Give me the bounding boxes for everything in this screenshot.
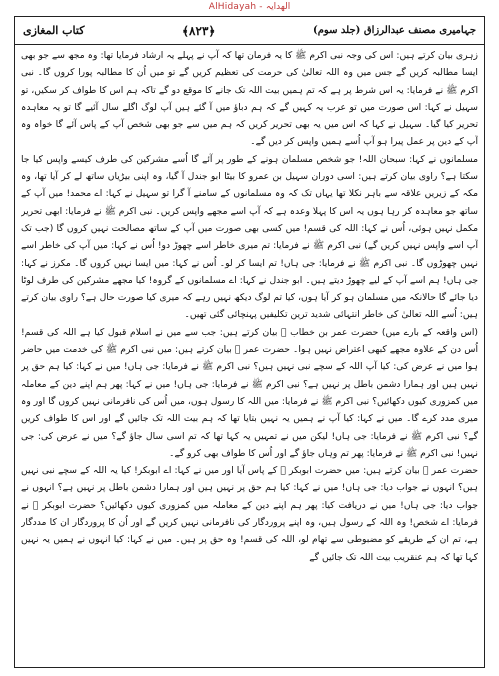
page-header — [15, 17, 484, 45]
page-frame — [14, 16, 485, 668]
paragraph: (اس واقعہ کے بارے میں) حضرت عمر بن خطاب ﷛ بیان کرتے ہیں: جب سے میں نے اسلام قبول کیا ہے اللہ کی قسم! اُس دن کے علاوہ مجھے کبھی اعتراض نہیں ہوا۔ حضرت عمر ﷛ بیان کرتے ہیں: میں نبی اکرم ﷺ کی خدمت میں حاضر ہوا میں نے عرض کی: کیا آپ اللہ کے سچے نبی نہیں ہیں؟ نبی اکرم ﷺ نے فرمایا: جی ہاں! میں نے کہا: کیا ہم حق پر نہیں ہیں اور ہمارا دشمن باطل پر نہیں ہے؟ نبی اکرم ﷺ نے فرمایا: جی ہاں! میں نے کہا: پھر ہم اپنے دین کے معاملہ میں کمزوری کیوں دکھائیں؟ نبی اکرم ﷺ نے فرمایا: میں اللہ کا رسول ہوں، میں اُس کی نافرمانی نہیں کروں گا اور وہ میری مدد کرے گا۔ میں نے کہا: کیا آپ نے ہمیں یہ نہیں بتایا تھا کہ ہم بیت اللہ تک جائیں گے اور اس کا طواف کریں گے؟ نبی اکرم ﷺ نے فرمایا: جی ہاں! لیکن میں نے تمہیں یہ کہا تھا کہ تم اسی سال جاؤ گے؟ میں نے عرض کی: جی نہیں! نبی اکرم ﷺ نے فرمایا: پھر تم وہاں جاؤ گے اور اُس کا طواف بھی کرو گے۔ — [21, 326, 478, 459]
book-title: جہامیری مصنف عبدالرزاق (جلد سوم) — [312, 25, 476, 36]
paragraph: حضرت عمر ﷛ بیان کرتے ہیں: میں حضرت ابوبکر ﷛ کے پاس آیا اور میں نے کہا: اے ابوبکر! کیا یہ اللہ کے سچے نبی نہیں ہیں؟ انہوں نے جواب دیا: جی ہاں! میں نے کہا: کیا ہم حق پر نہیں ہیں اور ہمارا دشمن باطل پر نہیں ہے؟ انہوں نے جواب دیا: جی ہاں! میں نے دریافت کیا: پھر ہم اپنے دین کے معاملہ میں کمزوری کیوں دکھائیں؟ حضرت ابوبکر ﷛ نے فرمایا: اے شخص! وہ اللہ کے رسول ہیں، وہ اپنے پروردگار کی نافرمانی نہیں کریں گے اور اُن کا پروردگار ان کا مددگار ہے، تم ان کے طریقے کو مضبوطی سے تھام لو، اللہ کی قسم! وہ حق پر ہیں۔ میں نے کہا: کیا انہوں نے ہمیں یہ نہیں کہا تھا کہ ہم عنقریب بیت اللہ تک جائیں گے — [21, 465, 478, 563]
chapter-title: کتاب المغازی — [23, 24, 85, 37]
watermark: AlHidayah - الهدایہ — [208, 2, 291, 12]
page-number: ﴿۸۲۳﴾ — [182, 23, 216, 38]
page-body — [21, 47, 478, 663]
paragraph: زہری بیان کرتے ہیں: اس کی وجہ نبی اکرم ﷺ کا یہ فرمان تھا کہ آپ نے پہلے یہ ارشاد فرمایا تھا: وہ مجھ سے جو بھی ایسا مطالبہ کریں گے جس میں وہ اللہ تعالیٰ کی حرمت کی تعظیم کریں گے تو میں اُن کا مطالبہ پورا کروں گا۔ نبی اکرم ﷺ نے فرمایا: یہ اس شرط پر ہے کہ تم ہمیں بیت اللہ تک جانے کا موقع دو گے تاکہ ہم اس کا طواف کر سکیں، تو سہیل نے کہا: اس صورت میں تو عرب یہ کہیں گے کہ ہم دباؤ میں آ گئے ہیں آپ لوگ اگلے سال آئیے گا تو یہ معاہدہ تحریر کیا گیا۔ سہیل نے کہا کہ اس میں یہ بھی تحریر کریں کہ ہم میں سے جو بھی شخص آپ کے پاس آئے گا خواہ وہ آپ کے دین پر عمل پیرا ہو آپ اُسے ہمیں واپس کر دیں گے۔ — [21, 50, 478, 148]
paragraph: مسلمانوں نے کہا: سبحان اللہ! جو شخص مسلمان ہونے کے طور پر آئے گا اُسے مشرکین کی طرف کیسے واپس کیا جا سکتا ہے؟ راوی بیان کرتے ہیں: اسی دوران سہیل بن عمرو کا بیٹا ابو جندل آ گیا، وہ اپنی بیڑیاں ساتھ لے کر آیا تھا، وہ مکہ کے زیریں علاقہ سے باہر نکلا تھا یہاں تک کہ وہ مسلمانوں کے سامنے آ گرا تو سہیل نے کہا: اے محمد! میں آپ کے ساتھ جو معاہدہ کر رہا ہوں یہ اس کا پہلا وعدہ ہے کہ آپ اسے مجھے واپس کریں۔ نبی اکرم ﷺ نے فرمایا: ابھی تحریر مکمل نہیں ہوئی، اُس نے کہا: اللہ کی قسم! میں کسی بھی صورت میں آپ کے ساتھ مصالحت نہیں کروں گا (جب تک آپ اسے واپس نہیں کریں گے) نبی اکرم ﷺ نے فرمایا: تم میری خاطر اسے چھوڑ دو! اُس نے کہا: میں آپ کی خاطر اسے نہیں چھوڑوں گا۔ نبی اکرم ﷺ نے فرمایا: جی ہاں! تم ایسا کر لو۔ اُس نے کہا: میں ایسا نہیں کروں گا۔ مکرز نے کہا: جی ہاں! ہم اسے آپ کے لیے چھوڑ دیتے ہیں۔ ابو جندل نے کہا: اے مسلمانوں کے گروہ! کیا مجھے مشرکین کی طرف لوٹا دیا جائے گا حالانکہ میں مسلمان ہو کر آیا ہوں، کیا تم لوگ دیکھ نہیں رہے کہ میری کیا صورت حال ہے؟ راوی بیان کرتے ہیں: اُسے اللہ تعالیٰ کی خاطر انتہائی شدید ترین تکلیفیں پہنچائی گئی تھیں۔ — [21, 153, 478, 321]
